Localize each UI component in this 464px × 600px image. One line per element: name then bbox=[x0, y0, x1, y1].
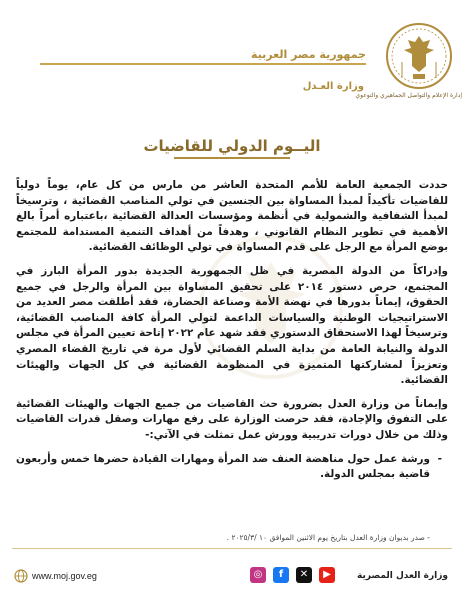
title-underline bbox=[174, 157, 290, 159]
footer-divider bbox=[12, 548, 452, 549]
globe-icon bbox=[14, 569, 28, 583]
emblem-caption: إدارة الإعلام والتواصل الجماهيري والتوعوي bbox=[355, 92, 462, 99]
paragraph-training: وإيماناً من وزارة العدل بضرورة حث القاضيات من جميع الجهات والهيئات القضائية على التفوق والإجادة، فقد حرصت الوزارة على رفع مهارات وصقل قدرات القاضيات وذلك من خلال دورات تدريبية وورش عمل تمثلت في الآتي:- bbox=[16, 397, 448, 441]
paragraph-intro: حددت الجمعية العامة للأمم المتحدة العاشر من مارس من كل عام، يوماً دولياً للقاضيات تأكيداً لمبدأ المساواة بين الجنسين في تولي المناصب القضائية ، وترسيخاً لمبدأ الشفافية والشمولية في أنظمة ومؤسسات العدالة القضائية ،باعتباره أمراً بالغ الأهمية في تطوير النظام القانوني ، وهدفاً من أهداف التنمية المستدامة للمجتمع بوضع المرأة مع الرجل على قدم المساواة في تولي الوظائف القضائية. bbox=[16, 179, 448, 254]
issue-date-note: - صدر بديوان وزارة العدل بتاريخ يوم الاثنين الموافق ١٠ /٢٠٢٥/٣ . bbox=[226, 533, 430, 542]
social-handle: وزارة العدل المصرية bbox=[357, 571, 448, 581]
header-divider bbox=[40, 63, 366, 65]
paragraph-constitution: وإدراكاً من الدولة المصرية في ظل الجمهورية الجديدة بدور المرأة البارز في المجتمع، حرص دستور ٢٠١٤ على تحقيق المساواة بين المرأة والرجل في جميع الحقوق، إيماناً بدورها في نهضة الأمة وصناعة الحضارة، فقد أطلقت مصر العديد من الاستراتيجيات الوطنية والسياسات الداعمة لتولي المرأة كافة المناصب القضائية، وترسيخاً لهذا الاستحقاق الدستوري فقد شهد عام ٢٠٢٢ إتاحة تعيين المرأة في مجلس الدولة والنيابة العامة من بداية السلم القضائي لأول مرة في تاريخ القضاء المصري وتعزيزاً لمشاركتها المتميزة في المنظومة القضائية في كل الجهات والهيئات القضائية. bbox=[16, 264, 448, 387]
x-icon[interactable]: ✕ bbox=[296, 567, 312, 583]
ministry-emblem-icon bbox=[382, 22, 456, 92]
social-icons bbox=[250, 567, 342, 585]
youtube-icon[interactable]: ▶ bbox=[319, 567, 335, 583]
list-item: - ورشة عمل حول مناهضة العنف ضد المرأة ومهارات القيادة حضرها خمس وأربعون قاضية بمجلس الدولة. bbox=[16, 452, 448, 483]
document-title: اليــوم الدولي للقاضيات bbox=[143, 137, 321, 155]
website-link[interactable]: www.moj.gov.eg bbox=[32, 571, 97, 581]
country-name: جمهورية مصر العربية bbox=[251, 48, 366, 61]
instagram-icon[interactable]: ◎ bbox=[250, 567, 266, 583]
facebook-icon[interactable]: f bbox=[273, 567, 289, 583]
document-body bbox=[16, 178, 448, 489]
ministry-name: وزارة العـدل bbox=[302, 81, 364, 92]
